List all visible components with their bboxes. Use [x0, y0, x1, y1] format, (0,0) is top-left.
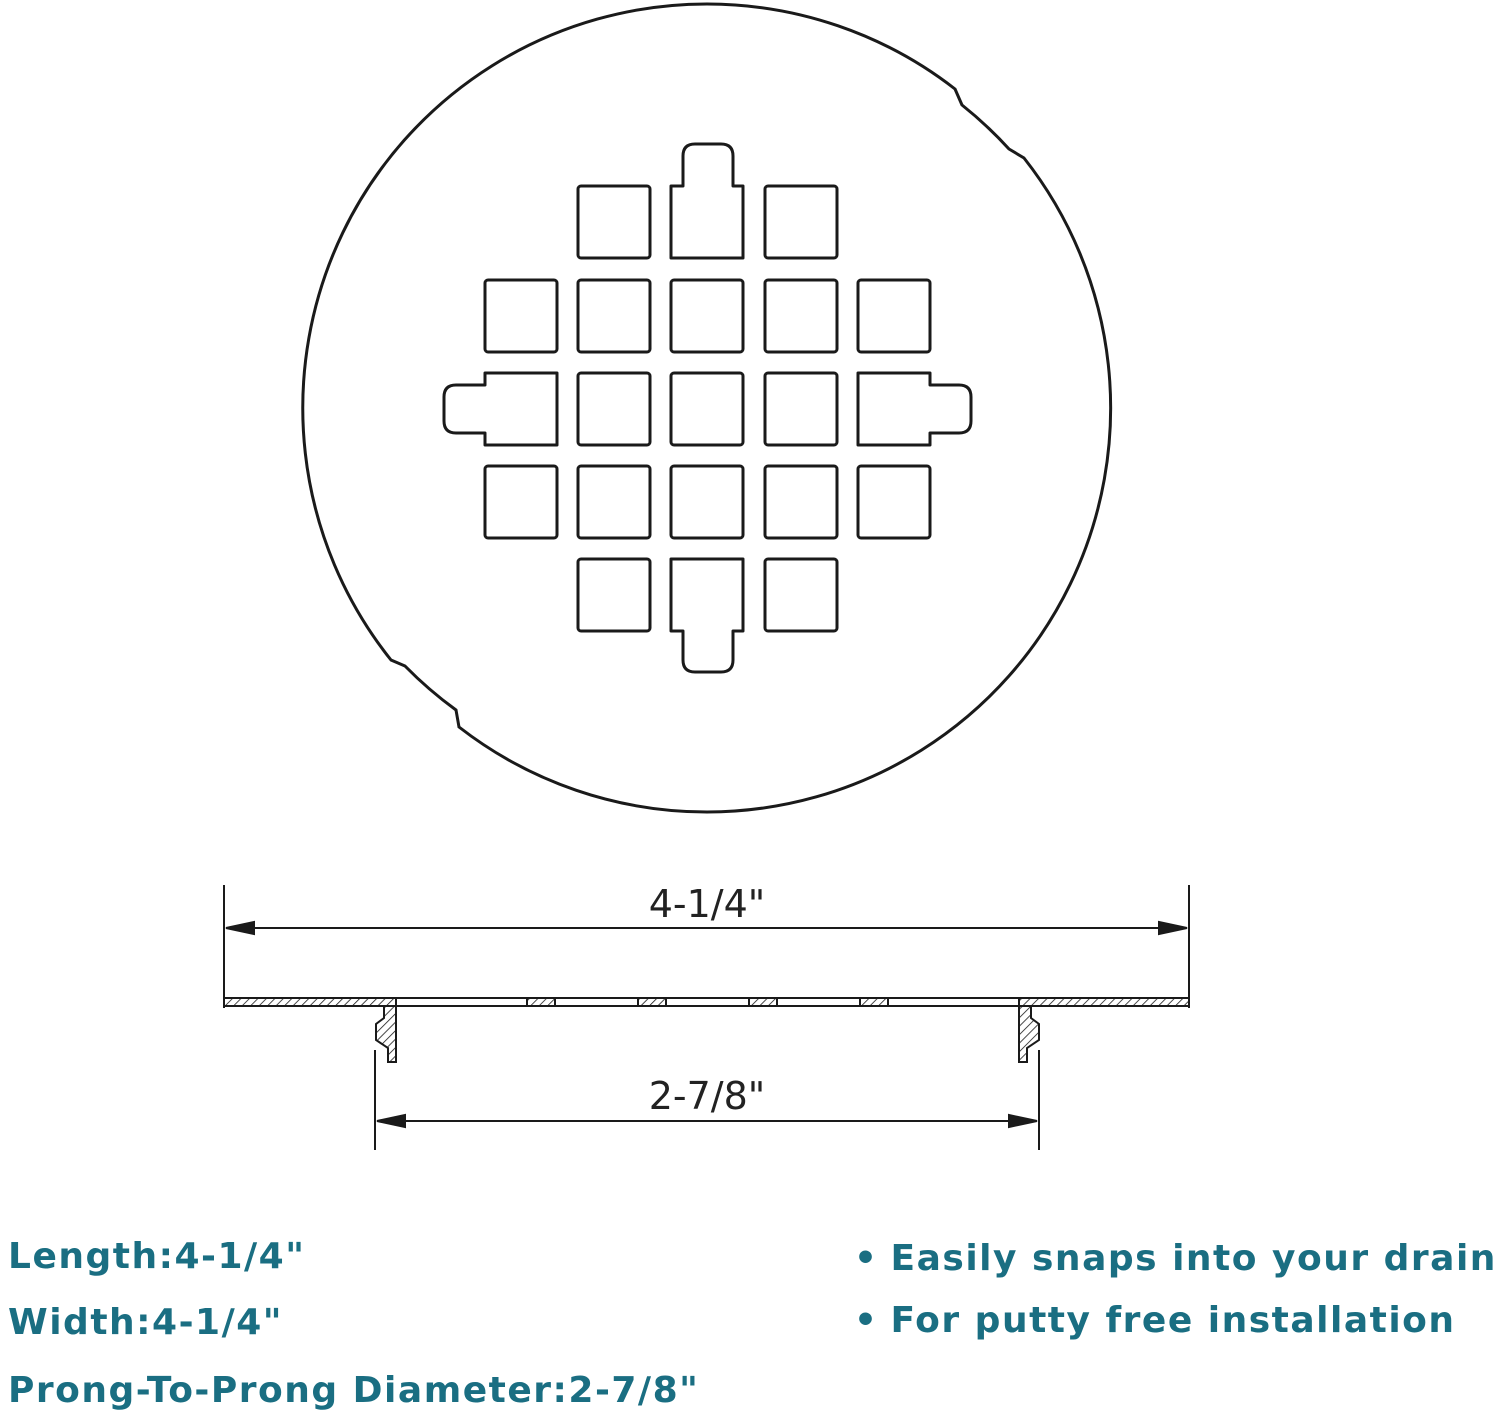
- prong-slot-top: [671, 144, 743, 258]
- feature-text: Easily snaps into your drain: [890, 1238, 1497, 1279]
- prong-right: [1019, 1006, 1039, 1062]
- prong-dimension-label: 2-7/8": [648, 1074, 766, 1118]
- feature-snaps-in: [854, 1238, 1497, 1279]
- grate-hole: [765, 186, 837, 258]
- grate-hole: [765, 280, 837, 352]
- grate-hole: [858, 466, 930, 538]
- grate-hole: [671, 466, 743, 538]
- grate-hole: [578, 186, 650, 258]
- grate-hole: [671, 373, 743, 445]
- drain-cover-top-view: [303, 4, 1111, 812]
- grate-hole: [858, 280, 930, 352]
- grate-hole: [765, 373, 837, 445]
- prong-slot-left: [444, 373, 557, 445]
- grate-hole: [485, 280, 557, 352]
- grate-hole: [578, 280, 650, 352]
- plate-rib: [638, 998, 666, 1006]
- grate-hole: [578, 373, 650, 445]
- grate-hole: [765, 466, 837, 538]
- prong-slots: [444, 144, 971, 672]
- arrowhead-left: [226, 922, 254, 934]
- spec-length: Length:4-1/4": [8, 1236, 306, 1277]
- grate-hole: [671, 280, 743, 352]
- bullet-icon: •: [854, 1300, 879, 1341]
- plate-rib: [527, 998, 555, 1006]
- prong-slot-bottom: [671, 559, 743, 672]
- plate-rib: [749, 998, 777, 1006]
- overall-dimension-label: 4-1/4": [648, 882, 766, 926]
- feature-text: For putty free installation: [890, 1300, 1456, 1341]
- drain-cover-outline: [303, 4, 1111, 812]
- plate-rib: [860, 998, 888, 1006]
- spec-width: Width:4-1/4": [8, 1302, 284, 1343]
- prong-left: [376, 1006, 396, 1062]
- plate-right-flange: [1019, 998, 1189, 1006]
- grate-hole: [765, 559, 837, 631]
- grate-hole: [485, 466, 557, 538]
- prong-slot-right: [858, 373, 971, 445]
- arrowhead-right: [1159, 922, 1187, 934]
- plate-left-flange: [224, 998, 396, 1006]
- arrowhead-left: [377, 1115, 405, 1127]
- bullet-icon: •: [854, 1238, 879, 1279]
- feature-putty-free: [854, 1300, 1456, 1341]
- grate-hole: [578, 466, 650, 538]
- side-view-plate: [224, 998, 1189, 1062]
- arrowhead-right: [1009, 1115, 1037, 1127]
- grate-hole: [578, 559, 650, 631]
- grate-holes: [485, 186, 930, 631]
- spec-prong-diameter: Prong-To-Prong Diameter:2-7/8": [8, 1370, 700, 1411]
